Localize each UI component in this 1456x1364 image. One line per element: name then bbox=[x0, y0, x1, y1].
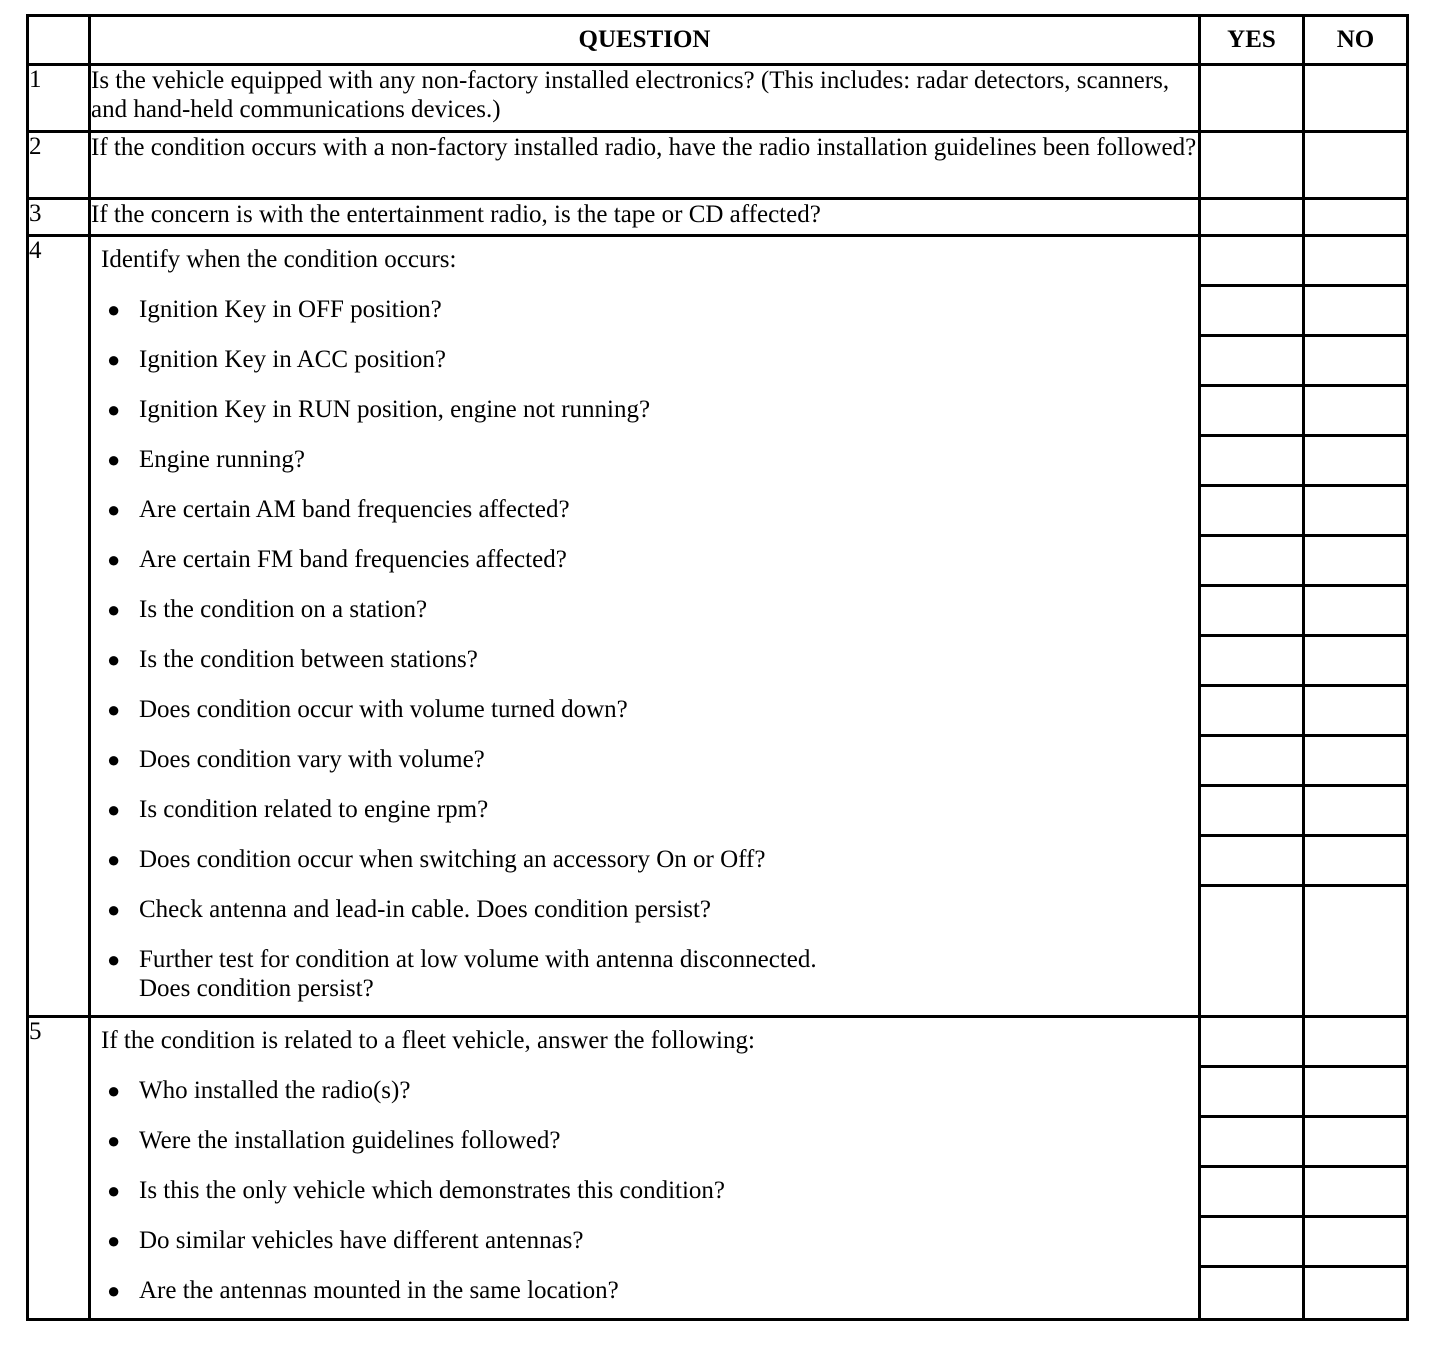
no-checkbox[interactable] bbox=[1305, 1068, 1406, 1118]
yes-checkbox[interactable] bbox=[1201, 287, 1302, 337]
bullet-icon: ● bbox=[107, 397, 121, 422]
item-text: Are certain AM band frequencies affected? bbox=[139, 496, 570, 523]
bullet-icon: ● bbox=[107, 597, 121, 622]
item-text: Further test for condition at low volume with antenna disconnected. bbox=[139, 946, 817, 973]
header-no: NO bbox=[1304, 16, 1408, 65]
bullet-icon: ● bbox=[107, 547, 121, 572]
list-item bbox=[91, 837, 1198, 887]
item-text: Ignition Key in RUN position, engine not running? bbox=[139, 396, 651, 423]
list-item bbox=[91, 1118, 1198, 1168]
question-intro: If the condition is related to a fleet vehicle, answer the following: bbox=[101, 1027, 755, 1054]
item-text: Who installed the radio(s)? bbox=[139, 1077, 411, 1104]
bullet-icon: ● bbox=[107, 297, 121, 322]
item-text: Is the condition between stations? bbox=[139, 646, 478, 673]
no-checkbox[interactable] bbox=[1304, 132, 1408, 199]
yes-checkbox[interactable] bbox=[1201, 537, 1302, 587]
list-item bbox=[91, 337, 1198, 387]
no-checkbox[interactable] bbox=[1305, 837, 1406, 887]
question-row-5 bbox=[28, 1017, 1408, 1320]
no-checkbox[interactable] bbox=[1305, 237, 1406, 287]
yes-checkbox[interactable] bbox=[1201, 687, 1302, 737]
no-checkbox[interactable] bbox=[1305, 687, 1406, 737]
list-item bbox=[91, 787, 1198, 837]
list-item bbox=[91, 587, 1198, 637]
yes-checkbox[interactable] bbox=[1201, 587, 1302, 637]
header-question: QUESTION bbox=[90, 16, 1200, 65]
bullet-icon: ● bbox=[107, 697, 121, 722]
yes-checkbox[interactable] bbox=[1201, 1168, 1302, 1218]
bullet-icon: ● bbox=[107, 847, 121, 872]
item-text: Engine running? bbox=[139, 446, 305, 473]
item-text: Is condition related to engine rpm? bbox=[139, 796, 489, 823]
question-row-1 bbox=[28, 65, 1408, 132]
yes-checkbox[interactable] bbox=[1201, 1218, 1302, 1268]
item-text: Does condition occur when switching an accessory On or Off? bbox=[139, 846, 766, 873]
no-column-group bbox=[1304, 236, 1408, 1017]
list-item bbox=[91, 1218, 1198, 1268]
bullet-icon: ● bbox=[107, 1178, 121, 1203]
yes-checkbox[interactable] bbox=[1201, 1268, 1302, 1318]
row-number: 5 bbox=[28, 1017, 90, 1320]
yes-checkbox[interactable] bbox=[1201, 737, 1302, 787]
question-row-2 bbox=[28, 132, 1408, 199]
question-row-3 bbox=[28, 199, 1408, 236]
yes-checkbox[interactable] bbox=[1201, 487, 1302, 537]
item-text: Do similar vehicles have different antennas? bbox=[139, 1227, 584, 1254]
radio-diagnosis-checklist-table bbox=[26, 14, 1409, 1321]
bullet-icon: ● bbox=[107, 1228, 121, 1253]
header-yes: YES bbox=[1200, 16, 1304, 65]
list-item bbox=[91, 687, 1198, 737]
item-text: Are the antennas mounted in the same location? bbox=[139, 1277, 619, 1304]
list-item bbox=[91, 1168, 1198, 1218]
item-text: Is the condition on a station? bbox=[139, 596, 428, 623]
yes-checkbox[interactable] bbox=[1201, 1118, 1302, 1168]
bullet-icon: ● bbox=[107, 1128, 121, 1153]
no-checkbox[interactable] bbox=[1305, 787, 1406, 837]
yes-checkbox[interactable] bbox=[1201, 387, 1302, 437]
bullet-icon: ● bbox=[107, 947, 121, 972]
item-text: Were the installation guidelines followed? bbox=[139, 1127, 561, 1154]
no-checkbox[interactable] bbox=[1305, 1018, 1406, 1068]
item-text: Ignition Key in OFF position? bbox=[139, 296, 442, 323]
no-checkbox[interactable] bbox=[1305, 337, 1406, 387]
no-checkbox[interactable] bbox=[1305, 1268, 1406, 1318]
bullet-icon: ● bbox=[107, 897, 121, 922]
row-number: 3 bbox=[28, 199, 90, 236]
list-item bbox=[91, 287, 1198, 337]
item-text: Is this the only vehicle which demonstrates this condition? bbox=[139, 1177, 725, 1204]
header-row bbox=[28, 16, 1408, 65]
question-intro: Identify when the condition occurs: bbox=[101, 246, 457, 273]
bullet-icon: ● bbox=[107, 447, 121, 472]
yes-checkbox[interactable] bbox=[1201, 1068, 1302, 1118]
yes-checkbox[interactable] bbox=[1201, 787, 1302, 837]
item-text: Ignition Key in ACC position? bbox=[139, 346, 446, 373]
yes-column-group bbox=[1200, 236, 1304, 1017]
yes-checkbox[interactable] bbox=[1201, 637, 1302, 687]
list-item bbox=[91, 437, 1198, 487]
question-text: If the concern is with the entertainment radio, is the tape or CD affected? bbox=[90, 199, 1200, 236]
no-checkbox[interactable] bbox=[1305, 587, 1406, 637]
row-number: 4 bbox=[28, 236, 90, 1017]
no-checkbox[interactable] bbox=[1304, 65, 1408, 132]
yes-checkbox[interactable] bbox=[1200, 199, 1304, 236]
question-group bbox=[90, 236, 1200, 1017]
no-checkbox[interactable] bbox=[1305, 387, 1406, 437]
list-item bbox=[91, 1068, 1198, 1118]
bullet-icon: ● bbox=[107, 797, 121, 822]
item-text-continued: Does condition persist? bbox=[139, 975, 374, 1002]
question-text: If the condition occurs with a non-factory installed radio, have the radio installation guidelines been followed? bbox=[90, 132, 1200, 199]
no-checkbox[interactable] bbox=[1305, 1168, 1406, 1218]
bullet-icon: ● bbox=[107, 1078, 121, 1103]
no-checkbox[interactable] bbox=[1304, 199, 1408, 236]
list-item bbox=[91, 537, 1198, 587]
yes-checkbox[interactable] bbox=[1201, 237, 1302, 287]
item-text: Check antenna and lead-in cable. Does condition persist? bbox=[139, 896, 712, 923]
yes-checkbox[interactable] bbox=[1201, 837, 1302, 887]
item-text: Does condition occur with volume turned down? bbox=[139, 696, 628, 723]
no-checkbox[interactable] bbox=[1305, 437, 1406, 487]
no-checkbox[interactable] bbox=[1305, 737, 1406, 787]
bullet-icon: ● bbox=[107, 347, 121, 372]
yes-column-group bbox=[1200, 1017, 1304, 1320]
question-row-4 bbox=[28, 236, 1408, 1017]
yes-checkbox[interactable] bbox=[1201, 887, 1302, 965]
question-group bbox=[90, 1017, 1200, 1320]
list-item bbox=[91, 387, 1198, 437]
row-number: 1 bbox=[28, 65, 90, 132]
yes-checkbox[interactable] bbox=[1201, 1018, 1302, 1068]
item-text: Does condition vary with volume? bbox=[139, 746, 485, 773]
bullet-icon: ● bbox=[107, 497, 121, 522]
no-column-group bbox=[1304, 1017, 1408, 1320]
list-item bbox=[91, 887, 1198, 937]
yes-checkbox[interactable] bbox=[1200, 65, 1304, 132]
no-checkbox[interactable] bbox=[1305, 287, 1406, 337]
list-item bbox=[91, 1268, 1198, 1318]
no-checkbox[interactable] bbox=[1305, 1218, 1406, 1268]
question-text: Is the vehicle equipped with any non-factory installed electronics? (This includes: radar detectors, scanners, and hand-held communications devices.) bbox=[90, 65, 1200, 132]
no-checkbox[interactable] bbox=[1305, 537, 1406, 587]
bullet-icon: ● bbox=[107, 747, 121, 772]
list-item bbox=[91, 737, 1198, 787]
yes-checkbox[interactable] bbox=[1201, 337, 1302, 387]
no-checkbox[interactable] bbox=[1305, 637, 1406, 687]
list-item bbox=[91, 487, 1198, 537]
yes-checkbox[interactable] bbox=[1201, 437, 1302, 487]
no-checkbox[interactable] bbox=[1305, 1118, 1406, 1168]
bullet-icon: ● bbox=[107, 1278, 121, 1303]
yes-checkbox[interactable] bbox=[1200, 132, 1304, 199]
no-checkbox[interactable] bbox=[1305, 887, 1406, 965]
no-checkbox[interactable] bbox=[1305, 487, 1406, 537]
list-item bbox=[91, 637, 1198, 687]
item-text: Are certain FM band frequencies affected? bbox=[139, 546, 567, 573]
bullet-icon: ● bbox=[107, 647, 121, 672]
header-number bbox=[28, 16, 90, 65]
list-item bbox=[91, 937, 1198, 1015]
row-number: 2 bbox=[28, 132, 90, 199]
